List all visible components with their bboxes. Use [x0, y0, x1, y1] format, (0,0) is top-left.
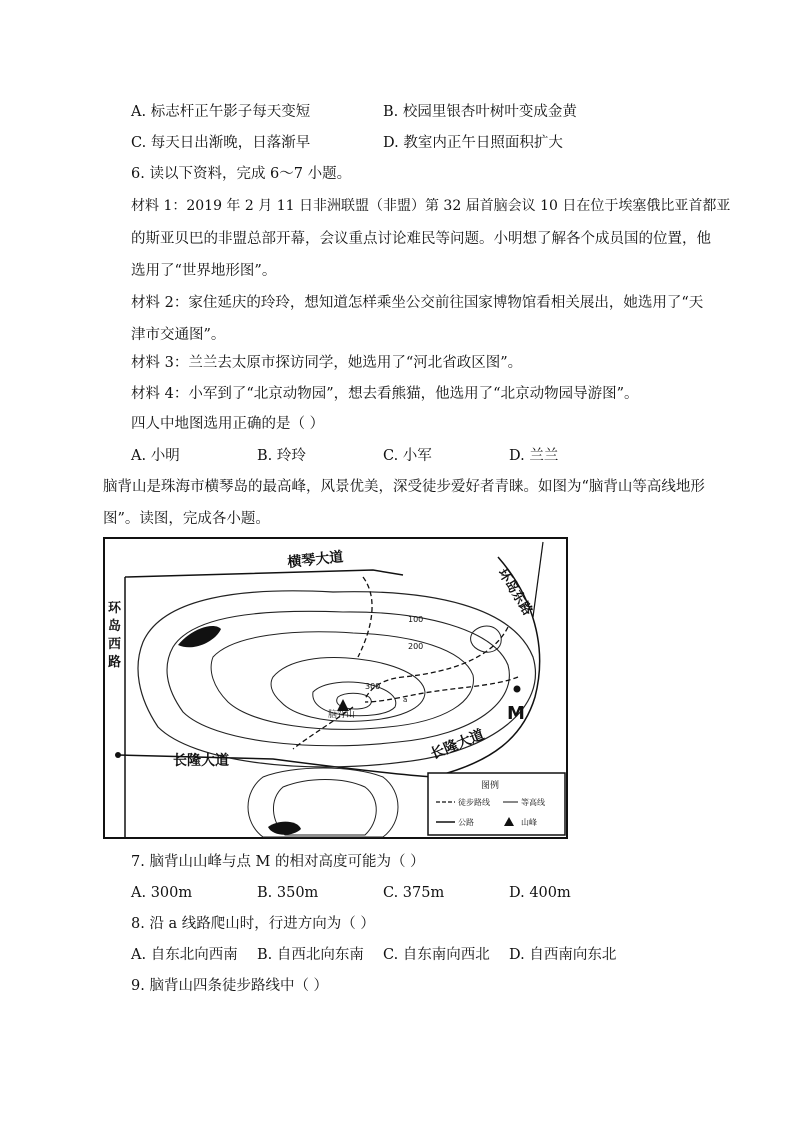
- label-road-hengqin: 横琴大道: [286, 549, 345, 571]
- q6-material2-line1: 材料 2：家住延庆的玲玲，想知道怎样乘坐公交前往国家博物馆看相关展出，她选用了“天: [131, 295, 704, 311]
- q7-stem: 7. 脑背山山峰与点 M 的相对高度可能为（ ）: [131, 854, 425, 870]
- q6-material3: 材料 3：兰兰去太原市探访同学，她选用了“河北省政区图”。: [131, 355, 523, 371]
- label-road-huandao-west-char3: 西: [108, 637, 122, 652]
- intro-line2: 图”。读图，完成各小题。: [103, 511, 270, 527]
- label-road-huandao-west-char2: 岛: [108, 619, 122, 634]
- label-road-huandao-west-char4: 路: [108, 655, 122, 670]
- label-point-m: M: [507, 703, 525, 724]
- q8-option-d: D. 自西南向东北: [509, 947, 617, 963]
- q8-option-a: A. 自东北向西南: [131, 947, 238, 963]
- intro-line1: 脑背山是珠海市横琴岛的最高峰，风景优美，深受徒步爱好者青睐。如图为“脑背山等高线地形: [103, 479, 705, 495]
- q6-question: 四人中地图选用正确的是（ ）: [131, 416, 325, 432]
- q7-option-a: A. 300m: [131, 885, 193, 901]
- q8-option-c: C. 自东南向西北: [383, 947, 490, 963]
- q5-option-c: C. 每天日出渐晚，日落渐早: [131, 135, 311, 151]
- q6-material1-line1: 材料 1：2019 年 2 月 11 日非洲联盟（非盟）第 32 届首脑会议 10 日在位于埃塞俄比亚首都亚: [131, 198, 731, 214]
- q5-option-d: D. 教室内正午日照面积扩大: [383, 135, 563, 151]
- label-road-huandao-west-char1: 环: [108, 601, 122, 616]
- contour-map-figure: [103, 537, 568, 839]
- legend-title: 图例: [481, 781, 500, 791]
- q8-stem: 8. 沿 a 线路爬山时，行进方向为（ ）: [131, 916, 375, 932]
- label-road-changlong-east: 长隆大道: [428, 726, 487, 763]
- q6-option-d: D. 兰兰: [509, 448, 559, 464]
- q7-option-d: D. 400m: [509, 885, 571, 901]
- q6-material1-line2: 的斯亚贝巴的非盟总部开幕，会议重点讨论难民等问题。小明想了解各个成员国的位置，他: [131, 231, 711, 247]
- legend-path-label: 徒步路线: [458, 798, 490, 807]
- q7-option-c: C. 375m: [383, 885, 445, 901]
- legend-contour-label: 等高线: [521, 798, 545, 807]
- label-trail-a: a: [403, 696, 408, 704]
- q6-stem: 6. 读以下资料，完成 6～7 小题。: [131, 166, 352, 182]
- label-road-huandao-east: 环岛东路: [494, 566, 535, 619]
- q5-option-a: A. 标志杆正午影子每天变短: [131, 104, 311, 120]
- legend-road-label: 公路: [458, 818, 474, 827]
- q6-material4: 材料 4：小军到了“北京动物园”，想去看熊猫，他选用了“北京动物园导游图”。: [131, 386, 639, 402]
- map-legend: [428, 773, 565, 835]
- legend-summit-label: 山峰: [521, 818, 537, 827]
- q9-stem: 9. 脑背山四条徒步路线中（ ）: [131, 978, 329, 994]
- label-contour-300: 300: [365, 682, 381, 691]
- q8-option-b: B. 自西北向东南: [257, 947, 364, 963]
- label-contour-200: 200: [408, 642, 424, 651]
- label-peak: 脑背山: [328, 710, 356, 720]
- label-contour-100: 100: [408, 615, 424, 624]
- q6-material1-line3: 选用了“世界地形图”。: [131, 263, 277, 279]
- q6-option-b: B. 玲玲: [257, 448, 306, 464]
- label-road-changlong-west: 长隆大道: [173, 753, 229, 769]
- q6-option-a: A. 小明: [131, 448, 180, 464]
- q5-option-b: B. 校园里银杏叶树叶变成金黄: [383, 104, 577, 120]
- q6-option-c: C. 小军: [383, 448, 432, 464]
- q7-option-b: B. 350m: [257, 885, 319, 901]
- q6-material2-line2: 津市交通图”。: [131, 327, 226, 343]
- point-m-marker: [514, 686, 521, 693]
- road-end-marker: [115, 752, 121, 758]
